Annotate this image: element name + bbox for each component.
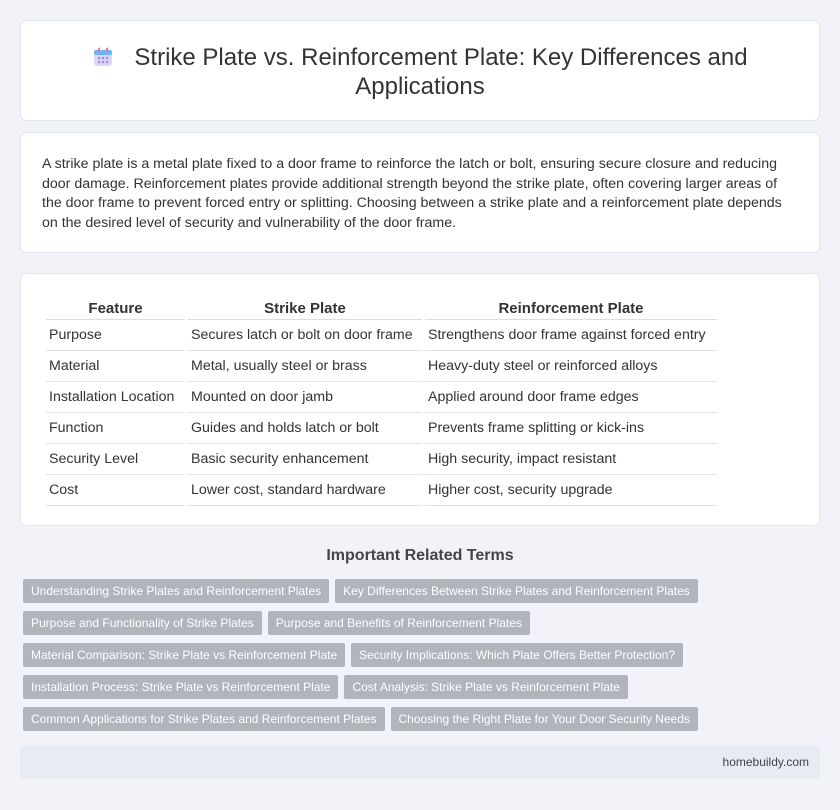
table-cell: Applied around door frame edges [425,382,717,413]
intro-paragraph: A strike plate is a metal plate fixed to a door frame to reinforce the latch or bolt, ensuring secure closure and reducing door damage. Reinforcement plates provide additional strength beyond the strike plate, often covering larger areas of the door frame to prevent forced entry or splitting. Choosing between a strike plate and a reinforcement plate depends on the desired level of security and vulnerability of the door frame. [42,156,782,231]
footer-site-name: homebuildy.com [722,755,809,769]
related-term-link[interactable]: Purpose and Functionality of Strike Plates [23,611,262,635]
tag-row [23,675,823,707]
table-cell: Material [46,351,185,382]
comparison-table [43,296,720,506]
table-cell: Cost [46,475,185,506]
table-cell: Heavy-duty steel or reinforced alloys [425,351,717,382]
tag-row [23,611,823,643]
related-term-link[interactable]: Material Comparison: Strike Plate vs Reinforcement Plate [23,643,345,667]
table-row [46,413,717,444]
table-header-row [46,296,717,320]
related-term-link[interactable]: Key Differences Between Strike Plates and Reinforcement Plates [335,579,698,603]
table-row [46,382,717,413]
title-wrap [21,43,819,101]
table-row [46,475,717,506]
table-cell: Purpose [46,320,185,351]
table-row [46,320,717,351]
intro-card [20,132,820,253]
header-card [20,20,820,121]
comparison-card [20,273,820,526]
table-header-reinforcement-plate: Reinforcement Plate [425,296,717,320]
related-terms-heading: Important Related Terms [326,547,514,564]
calendar-icon [92,46,114,68]
table-cell: Mounted on door jamb [188,382,422,413]
related-term-link[interactable]: Understanding Strike Plates and Reinforcement Plates [23,579,329,603]
table-cell: Strengthens door frame against forced entry [425,320,717,351]
table-cell: Lower cost, standard hardware [188,475,422,506]
table-cell: Secures latch or bolt on door frame [188,320,422,351]
related-term-link[interactable]: Installation Process: Strike Plate vs Reinforcement Plate [23,675,338,699]
table-cell: Prevents frame splitting or kick-ins [425,413,717,444]
tag-row [23,579,823,611]
table-row [46,351,717,382]
table-cell: Basic security enhancement [188,444,422,475]
tag-row [23,707,823,739]
related-term-link[interactable]: Cost Analysis: Strike Plate vs Reinforcement Plate [344,675,627,699]
table-header-feature: Feature [46,296,185,320]
table-cell: Security Level [46,444,185,475]
table-header-strike-plate: Strike Plate [188,296,422,320]
related-term-link[interactable]: Choosing the Right Plate for Your Door Security Needs [391,707,699,731]
related-terms-list [23,579,823,739]
table-cell: Metal, usually steel or brass [188,351,422,382]
table-cell: Higher cost, security upgrade [425,475,717,506]
table-cell: Guides and holds latch or bolt [188,413,422,444]
table-row [46,444,717,475]
page-title-text: Strike Plate vs. Reinforcement Plate: Key Differences and Applications [134,44,748,100]
related-term-link[interactable]: Purpose and Benefits of Reinforcement Plates [268,611,530,635]
related-term-link[interactable]: Security Implications: Which Plate Offers Better Protection? [351,643,683,667]
related-term-link[interactable]: Common Applications for Strike Plates and Reinforcement Plates [23,707,385,731]
page-title [81,43,759,101]
table-cell: Installation Location [46,382,185,413]
table-cell: Function [46,413,185,444]
footer [20,746,820,779]
tag-row [23,643,823,675]
table-cell: High security, impact resistant [425,444,717,475]
